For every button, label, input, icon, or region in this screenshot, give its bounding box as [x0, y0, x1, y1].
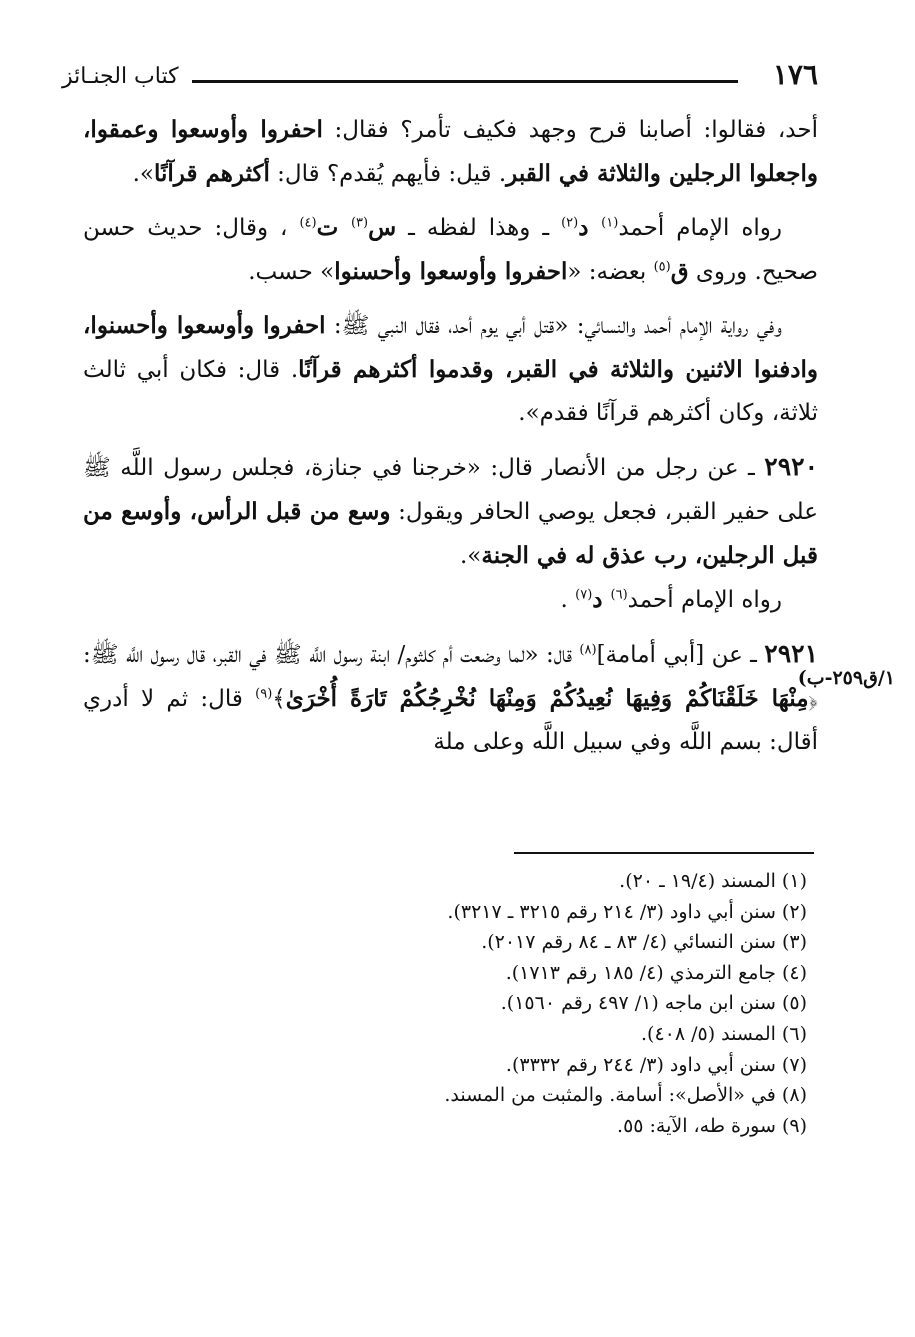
- footnote-rule: [514, 852, 814, 854]
- paragraph-6: [83, 632, 818, 764]
- paragraph-4: [83, 445, 818, 578]
- page-number: ١٧٦: [772, 58, 818, 91]
- footnote-item: (٤) جامع الترمذي (٤/ ١٨٥ رقم ١٧١٣).: [505, 961, 807, 984]
- text-run: أحد، فقالوا: أصابنا قرح وجهد فكيف تأمر؟ فقال:: [322, 117, 818, 143]
- footnote-ref: (٨): [579, 642, 597, 658]
- source-siglum: د: [592, 586, 611, 613]
- footnote-item: (٢) سنن أبي داود (٣/ ٢١٤ رقم ٣٢١٥ ـ ٣٢١٧).: [447, 900, 807, 923]
- text-run: ، وقال: حديث حسن صحيح. وروى: [83, 215, 818, 285]
- footnote-ref: (٥): [653, 259, 671, 275]
- text-run: » حسب.: [248, 259, 335, 285]
- text-run: ».: [132, 161, 154, 187]
- page-header: [62, 58, 818, 98]
- footnote-item: (٣) سنن النسائي (٤/ ٨٣ ـ ٨٤ رقم ٢٠١٧).: [481, 931, 807, 954]
- source-siglum: ق: [670, 258, 689, 285]
- footnote-item: (١) المسند (١٩/٤ ـ ٢٠).: [619, 870, 807, 892]
- text-run: رواه الإمام أحمد: [627, 587, 782, 613]
- text-run: ﴾: [272, 686, 286, 712]
- body-text: [83, 108, 818, 764]
- footnote-item: (٧) سنن أبي داود (٣/ ٢٤٤ رقم ٣٣٣٢).: [505, 1053, 807, 1076]
- source-siglum: ت: [316, 214, 351, 241]
- footnote-ref: (٦): [610, 587, 628, 603]
- paragraph-2: [83, 206, 818, 294]
- hadith-number: ٢٩٢٠: [764, 452, 818, 481]
- text-run: وفي رواية الإمام أحمد والنسائي: «قتل أبي يوم أحد، فقال النبي ﷺ:: [325, 313, 782, 339]
- text-run: . قيل: فأيهم يُقدم؟ قال:: [269, 161, 507, 187]
- paragraph-3: [83, 304, 818, 435]
- footnote-item: (٥) سنن ابن ماجه (١/ ٤٩٧ رقم ١٥٦٠).: [500, 992, 807, 1015]
- quran-verse: مِنْهَا خَلَقْنَاكُمْ وَفِيهَا نُعِيدُكُمْ وَمِنْهَا نُخْرِجُكُمْ تَارَةً أُخْرَىٰ: [285, 685, 809, 712]
- text-run: قال: ثم لا أدري أقال: بسم اللَّه وفي سبيل اللَّه وعلى ملة: [83, 686, 818, 755]
- paragraph-1: [83, 108, 818, 196]
- footnotes: [307, 866, 807, 1141]
- bold-quote: احفروا وأوسعوا وأحسنوا، وادفنوا الاثنين والثلاثة في القبر، وقدموا أكثرهم قرآنًا: [83, 312, 819, 383]
- footnote-item: (٩) سورة طه، الآية: ٥٥.: [617, 1114, 807, 1137]
- text-run: ـ عن رجل من الأنصار قال: «خرجنا في جنازة، فجلس رسول اللَّه ﷺ على حفير القبر، فجعل يوصي الحافر ويقول:: [83, 455, 818, 525]
- hadith-number: ٢٩٢١: [764, 639, 818, 668]
- footnote-item: (٦) المسند (٥/ ٤٠٨).: [640, 1022, 807, 1045]
- header-rule: [192, 80, 738, 83]
- source-siglum: س: [368, 214, 397, 241]
- footnote-ref: (٤): [299, 215, 317, 231]
- bold-quote: احفروا وأوسعوا وعمقوا، واجعلوا الرجلين والثلاثة في القبر: [83, 116, 818, 187]
- text-run: . قال: فكان أبي ثالث ثلاثة، وكان أكثرهم قرآنًا فقدم».: [83, 357, 818, 426]
- footnote-ref: (٣): [350, 215, 369, 231]
- text-run: رواه الإمام أحمد: [618, 215, 782, 241]
- footnote-ref: (٧): [575, 587, 593, 603]
- text-run: .: [560, 587, 576, 613]
- text-run: ».: [459, 543, 482, 569]
- source-siglum: د: [578, 214, 602, 241]
- margin-note: ١/ق٢٥٩-ب): [797, 667, 895, 689]
- bold-quote: أكثرهم قرآنًا: [153, 160, 270, 187]
- bold-quote: احفروا وأوسعوا وأحسنوا: [334, 258, 568, 285]
- footnote-ref: (٢): [561, 215, 579, 231]
- chapter-title: كتاب الجنـائز: [62, 64, 179, 89]
- footnote-ref: (١): [601, 215, 619, 231]
- text-run: قال: «لما وضعت أم كلثوم/ ابنة رسول اللَّه ﷺ في القبر، قال رسول اللَّه ﷺ: ﴿: [83, 642, 818, 712]
- footnote-item: (٨) في «الأصل»: أسامة. والمثبت من المسند.: [444, 1084, 807, 1107]
- paragraph-5: [83, 578, 818, 622]
- text-run: ـ عن [أبي أمامة]: [596, 642, 765, 668]
- text-run: بعضه: «: [567, 259, 654, 285]
- bold-quote: وسع من قبل الرأس، وأوسع من قبل الرجلين، رب عذق له في الجنة: [83, 498, 818, 569]
- text-run: ـ وهذا لفظه ـ: [396, 215, 562, 241]
- footnote-ref: (٩): [255, 686, 273, 702]
